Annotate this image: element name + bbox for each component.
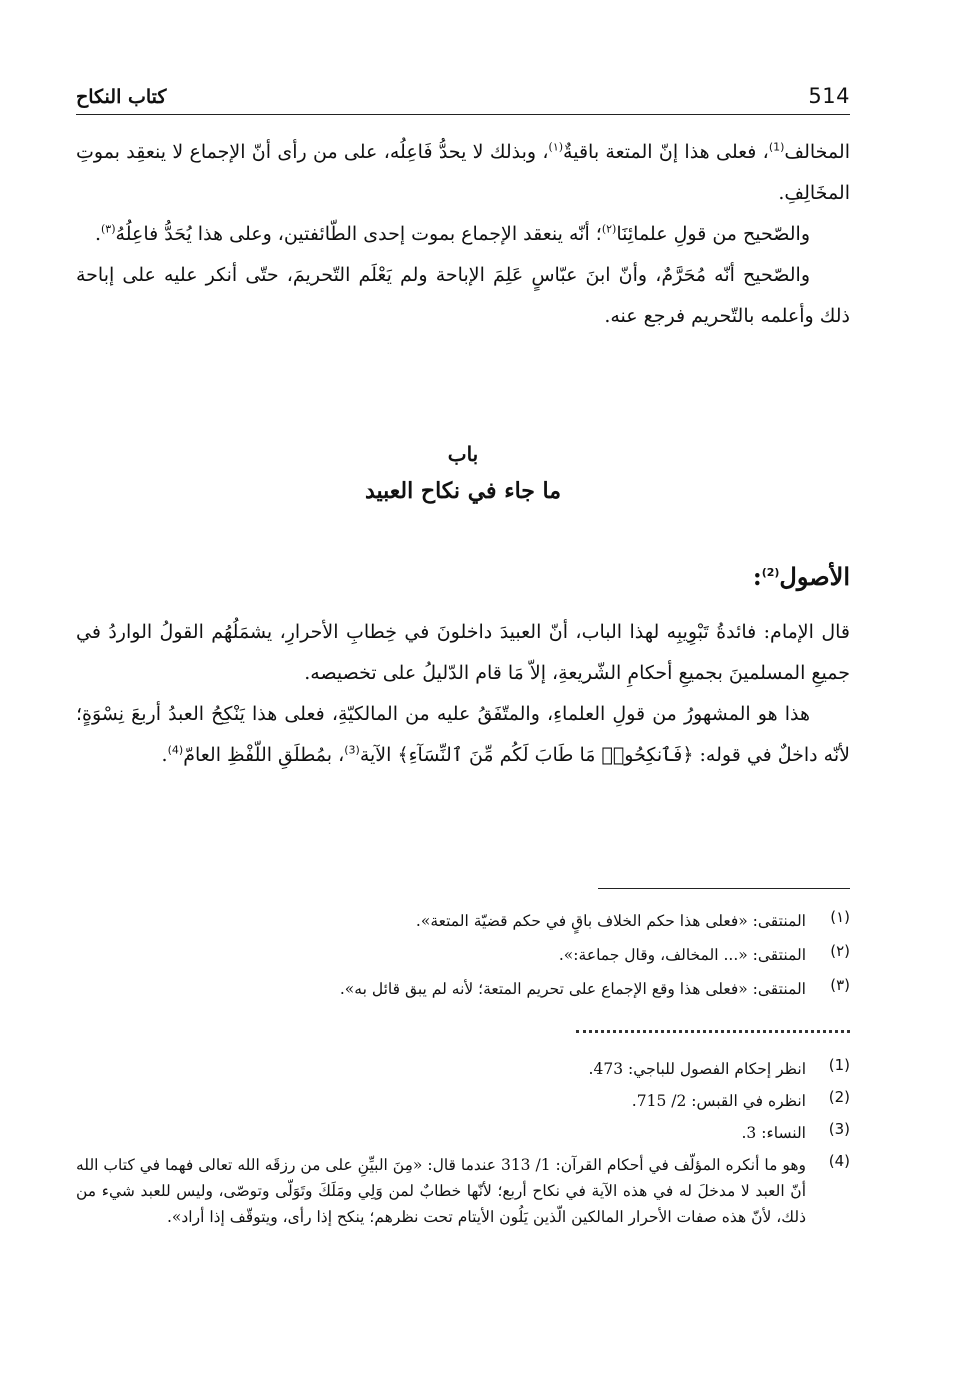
footnote-text: انظر إحكام الفصول للباجي: 473. (588, 1060, 806, 1078)
colon: : (752, 562, 762, 591)
footnote-mark: (١) (830, 908, 850, 926)
footnote-ref: (٢) (601, 222, 617, 236)
chapter-running-title: كتاب النكاح (76, 86, 167, 108)
footnote-ref: (٣) (101, 222, 116, 236)
footnote-text: المنتقى: «... المخالف، وقال جماعة:». (558, 946, 806, 964)
footnote-ref: (4) (167, 743, 184, 757)
footnote-text: انظره في القبس: 2/ 715. (631, 1092, 806, 1110)
editor-footnote (76, 1088, 850, 1114)
manuscript-footnote (76, 976, 850, 1002)
editor-footnote (76, 1056, 850, 1082)
footnote-ref: (١) (548, 140, 564, 154)
footnote-mark: (1) (828, 1056, 850, 1074)
footnote-text: وهو ما أنكره المؤلّف في أحكام القرآن: 1/ 313 عندما قال: «مِنَ البيِّنِ على من رزقَه الله تعالى فهما في كتاب الله أنّ العبد لا مدخلَ له في هذه الآية في نكاح أربع؛ لأنّها خطابٌ لمن وَلِي ومَلَكَ وتَوَلّى وتوصّى، وليس للعبد شيء من ذلك، لأنّ هذه صفات الأحرار المالكين الّذين يَلُون الأيتام تحت نظرهم؛ ينكح إذا رأى، ويتوقّف إذا أراد». (76, 1156, 806, 1226)
text-run: . (94, 223, 101, 245)
text-run: ، بمُطلَقِ اللّفْظِ العامّ (183, 744, 345, 766)
body-paragraphs (76, 612, 850, 776)
text-run: هذا هو المشهورُ من قولِ العلماءِ، والمتّفَقُ عليه من المالكيّةِ، فعلى هذا يَنْكِحُ العبدُ أربعَ نِسْوَةٍ؛ لأنّه داخلٌ في قوله: ﴿فَٱنكِحُوا۟ مَا طَابَ لَكُم مِّنَ ٱلنِّسَآءِ﴾ الآية (76, 703, 850, 766)
intro-paragraph-1 (76, 132, 850, 214)
intro-paragraph-3: والصّحيح أنّه مُحَرَّمٌ، وأنّ ابنَ عبّاسٍ عَلِمَ الإباحة ولم يَعْلَم التّحريمَ، حتّى أنكر عليه على إباحة ذلك وأعلمه بالتّحريم فرجع عنه. (76, 264, 850, 327)
section-heading-usul (753, 562, 850, 591)
manuscript-footnote (76, 942, 850, 968)
text-run: ، فعلى هذا إنّ المتعة باقيةٌ (563, 141, 769, 163)
footnote-text: المنتقى: «فعلى هذا حكم الخلاف باقٍ في حكم قضيّة المتعة». (415, 912, 806, 930)
page-header (76, 76, 850, 115)
footnote-mark: (٣) (830, 976, 850, 994)
footnote-ref: (1) (768, 140, 785, 154)
intro-paragraphs (76, 132, 850, 337)
intro-paragraph-2 (76, 214, 850, 255)
footnote-mark: (4) (828, 1152, 850, 1170)
footnote-ref: (2) (761, 566, 780, 579)
footnote-mark: (3) (828, 1120, 850, 1138)
editor-footnote (76, 1152, 850, 1230)
page-number: 514 (808, 84, 850, 108)
section-label: الأصول (779, 562, 850, 591)
footnote-divider (598, 888, 850, 889)
manuscript-footnote (76, 908, 850, 934)
text-run: المخالف (784, 141, 850, 163)
footnote-mark: (2) (828, 1088, 850, 1106)
body-paragraph-1: قال الإمام: فائدةُ تَبْوِيبِه لهذا الباب، أنّ العبيدَ داخلونَ في خِطابِ الأحرارِ، يشمَلُهُم القولُ الواردُ في جميعِ المسلمينَ بجميعِ أحكامِ الشّريعةِ، إلاّ مَا قام الدّليلُ على تخصيصه. (76, 621, 850, 684)
footnote-dotted-divider (576, 1030, 850, 1033)
chapter-label: باب (447, 442, 479, 466)
book-page (76, 70, 850, 1360)
chapter-heading: ما جاء في نكاح العبيد (364, 478, 562, 504)
footnote-ref: (3) (344, 743, 360, 757)
text-run: ، وبذلك لا يحدُّ فَاعِلُه، على من رأى أنّ الإجماع لا ينعقِد بموتِ المخَالِفِ. (76, 141, 850, 204)
footnote-mark: (٢) (830, 942, 850, 960)
body-paragraph-2 (76, 694, 850, 776)
text-run: . (161, 744, 168, 766)
text-run: ؛ أنّه ينعقد الإجماع بموت إحدى الطّائفتين، وعلى هذا يُحَدُّ فاعِلُهُ (115, 223, 602, 245)
footnote-text: المنتقى: «فعلى هذا وقع الإجماع على تحريم المتعة؛ لأنه لم يبق قائل به». (339, 980, 806, 998)
editor-footnote (76, 1120, 850, 1146)
text-run: والصّحيح من قولِ علمائِنَا (616, 223, 810, 245)
footnote-text: النساء: 3. (741, 1124, 806, 1142)
